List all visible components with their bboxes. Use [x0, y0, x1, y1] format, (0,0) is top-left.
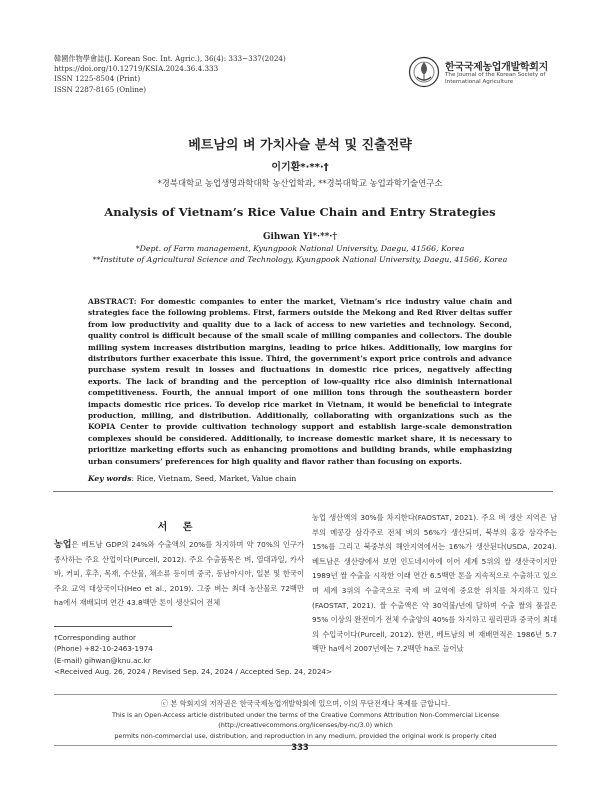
society-name-en: The Journal of the Korean Society of International Agriculture [445, 72, 546, 85]
copyright-notice: ⓒ 본 학회지의 저작권은 한국국제농업개발학회에 있으며, 이의 무단전재나 복제를 금합니다. [160, 699, 451, 708]
society-logo [408, 56, 558, 90]
keywords-label: Key words [88, 474, 132, 483]
abstract: ABSTRACT: For domestic companies to enter the market, Vietnam’s rice industry value chain and strategies face the following problems. First, farmers outside the Mekong and Red River deltas suffer from low productivity and quality due to a lack of access to new varieties and technology. Second, quality control is difficult because of the small scale of milling companies and collectors. The double milling system increases distribution margins, leading to price hikes. Additionally, low margins for distributors further exacerbate this issue. Third, the government’s export price controls and advance purchase system result in losses and fluctuations in domestic rice prices, negatively affecting exports. The lack of branding and the perception of low-quality rice also diminish international competitiveness. Fourth, the annual import of one million tons through the southeastern border impacts domestic rice prices. To develop rice market in Vietnam, it would be beneficial to integrate production, milling, and distribution. Additionally, collaborating with organizations such as the KOPIA Center to provide cultivation technology support and establish large-scale demonstration complexes should be considered. Additionally, to increase domestic market share, it is necessary to prioritize marketing efforts such as enhancing promotions and building brands, while emphasizing urban consumers’ preferences for high quality and flavor rather than focusing on exports. [88, 297, 512, 466]
license-text-1: This is an Open-Access article distributed under the terms of the Creative Commons Attribution Non-Commercial License (http://creativecommons.org/licenses/by-nc/3.0) which [111, 710, 500, 730]
doi-link[interactable]: https://doi.org/10.12719/KSIA.2024.36.4.333 [54, 64, 219, 74]
issn-online: ISSN 2287-8165 (Online) [54, 84, 147, 94]
introduction-left-text: 은 베트남 GDP의 24%와 수출액의 20%를 차지하며 약 70%의 인구가 종사하는 주요 산업이다(Purcell, 2012). 주요 수출품목은 벼, 열대과일, 카사바, 커피, 후추, 목재, 수산물, 채소류 등이며 중국, 동남아시아, 일본 및 한국이 주요 교역 대상국이다(Heo et al., 2019). 그중 벼는 최대 농산물로 72백만 ha에서 재배되며 연간 43.8백만 톤이 생산되어 전체 [54, 540, 304, 608]
introduction-left-column [54, 538, 304, 611]
english-affiliation-1: *Dept. of Farm management, Kyungpook National University, Daegu, 41566, Korea [135, 244, 465, 253]
journal-citation: 韓國作物學會誌(J. Korean Soc. Int. Agric.), 36(4): 333~337(2024) [54, 54, 286, 63]
korean-affiliation: *경북대학교 농업생명과학대학 농산업학과, **경북대학교 농업과학기술연구소 [157, 178, 443, 188]
license-text-2: permits non-commercial use, distribution, and reproduction in any medium, provided the original work is properly cited [114, 731, 497, 740]
keywords [88, 474, 512, 483]
korean-author: 이기환*·**·† [271, 162, 329, 173]
page-number: 333 [291, 742, 309, 752]
society-emblem-icon [408, 56, 440, 88]
issn-print: ISSN 1225-8504 (Print) [54, 74, 141, 84]
section-divider [53, 491, 553, 492]
license-box [54, 694, 557, 746]
introduction-lead-word: 농업 [54, 540, 72, 550]
journal-header [54, 54, 286, 95]
author-phone: (Phone) +82-10-2463-1974 [54, 644, 153, 654]
english-affiliation-2: **Institute of Agricultural Science and Technology, Kyungpook National University, Daegu, 41566, Korea [92, 255, 508, 264]
footnote-rule [54, 626, 172, 627]
introduction-heading: 서 론 [157, 522, 199, 533]
footnote [54, 632, 332, 678]
korean-title: 베트남의 벼 가치사슬 분석 및 진출전략 [188, 138, 412, 153]
english-title: Analysis of Vietnam’s Rice Value Chain and Entry Strategies [104, 205, 496, 219]
society-name-ko: 한국국제농업개발학회지 [445, 62, 548, 73]
author-email[interactable]: (E-mail) gihwan@knu.ac.kr [54, 655, 151, 665]
keywords-list: : Rice, Vietnam, Seed, Market, Value chain [131, 474, 297, 483]
introduction-right-column: 농업 생산액의 30%를 차지한다(FAOSTAT, 2021). 주요 벼 생산 지역은 남부의 메콩강 삼각주로 전체 벼의 56%가 생산되며, 북부의 홍강 삼각주는 15%를 그리고 북중부의 해안지역에서는 16%가 생산된다(USDA, 2024). 베트남은 생산량에서 보면 인도네시아에 이어 세계 5위의 쌀 생산국이지만 1989년 쌀 수출을 시작한 이래 연간 6.5백만 톤을 지속적으로 수출하고 있으며 세계 3위의 수출국으로 국제 벼 교역에 중요한 위치를 차지하고 있다(FAOSTAT, 2021). 쌀 수출액은 약 30억불/년에 달하며 수출 쌀의 품질은 95% 이상의 완전미가 전체 수출양의 40%를 차지하고 필리핀과 중국이 최대의 수입국이다(Purcell, 2012). 한편, 베트남의 벼 재배면적은 1986년 5.7백만 ha에서 2007년에는 7.2백만 ha로 늘어났 [312, 513, 557, 654]
english-author: Gihwan Yi*·**·† [263, 232, 337, 242]
corresponding-author: †Corresponding author [54, 633, 136, 642]
received-dates: <Received Aug. 26, 2024 / Revised Sep. 24, 2024 / Accepted Sep. 24, 2024> [54, 667, 332, 677]
